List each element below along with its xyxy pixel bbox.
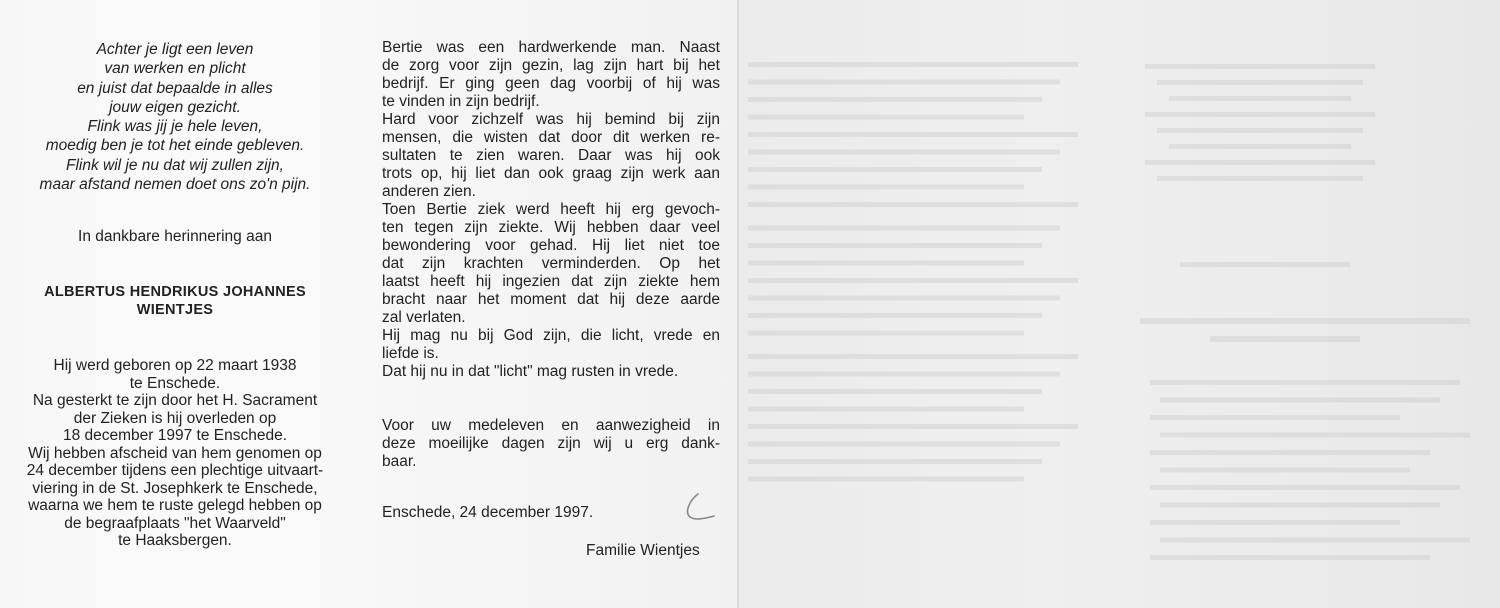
- poem-line: jouw eigen gezicht.: [109, 98, 241, 116]
- biography-line: 24 december tijdens een plechtige uitvaart-: [26, 462, 324, 479]
- show-through-bar: [748, 243, 1042, 248]
- show-through-bar: [748, 80, 1060, 85]
- thanks-line: deze moeilijke dagen zijn wij u erg dank-: [382, 435, 720, 452]
- show-through-bar: [748, 477, 1024, 482]
- show-through-bar: [1150, 485, 1460, 490]
- show-through-bar: [748, 424, 1078, 429]
- show-through-bar: [748, 407, 1024, 412]
- poem-line: maar afstand nemen doet ons zo'n pijn.: [39, 176, 311, 194]
- memorial-text: [382, 39, 720, 471]
- show-through-bar: [1157, 80, 1363, 85]
- show-through-bar: [748, 389, 1042, 394]
- poem-line: van werken en plicht: [104, 60, 246, 78]
- biography-line: Wij hebben afscheid van hem genomen op: [28, 444, 322, 462]
- show-through-bar: [748, 296, 1060, 301]
- show-through-bar: [748, 331, 1024, 336]
- biography-line: viering in de St. Josephkerk te Enschede,: [32, 479, 318, 497]
- thanks-line: baar.: [382, 453, 417, 470]
- memorial-line: sultaten te zien waren. Daar was hij ook: [382, 147, 720, 164]
- memorial-line: ten tegen zijn ziekte. Wij hebben daar veel: [382, 219, 720, 236]
- show-through-bar: [1150, 520, 1400, 525]
- show-through-bar: [748, 97, 1042, 102]
- show-through-bar: [1160, 398, 1440, 403]
- memorial-line: dat zijn krachten verminderden. Op het: [382, 255, 720, 272]
- memorial-line: zal verlaten.: [382, 309, 466, 326]
- deceased-name: [10, 283, 340, 319]
- show-through-bar: [1180, 262, 1350, 267]
- show-through-bar: [1157, 176, 1363, 181]
- pen-mark-icon: [676, 490, 718, 524]
- show-through-bar: [748, 62, 1078, 67]
- show-through-bar: [748, 459, 1042, 464]
- show-through-bar: [1150, 450, 1430, 455]
- memorial-line: mensen, die wisten dat door dit werken re-: [382, 129, 720, 146]
- show-through-bar: [1160, 538, 1470, 543]
- show-through-bar: [1150, 380, 1460, 385]
- show-through-bar: [748, 442, 1060, 447]
- show-through-bar: [1160, 503, 1440, 508]
- show-through-bar: [748, 202, 1078, 207]
- show-through-bar: [748, 278, 1078, 283]
- biography-line: 18 december 1997 te Enschede.: [62, 427, 288, 444]
- show-through-bar: [1210, 336, 1360, 342]
- memorial-line: liefde is.: [382, 345, 439, 362]
- memorial-line: bedrijf. Er ging geen dag voorbij of hij was: [382, 75, 720, 92]
- show-through-bar: [1169, 144, 1351, 149]
- show-through-bar: [748, 132, 1078, 137]
- poem: [10, 40, 340, 194]
- show-through-bar: [748, 354, 1078, 359]
- poem-line: Achter je ligt een leven: [96, 41, 254, 58]
- show-through-bar: [748, 185, 1024, 190]
- biography-line: de begraafplaats "het Waarveld": [64, 514, 286, 532]
- show-through-bar: [1140, 318, 1470, 324]
- thanks-line: Voor uw medeleven en aanwezigheid in: [382, 417, 720, 434]
- memorial-line: de zorg voor zijn gezin, lag zijn hart bij het: [382, 57, 720, 74]
- show-through-bar: [1160, 468, 1410, 473]
- dedication: In dankbare herinnering aan: [78, 228, 272, 245]
- biography-line: te Enschede.: [129, 374, 221, 392]
- show-through-bar: [748, 313, 1042, 318]
- show-through-bar: [1160, 433, 1470, 438]
- show-through-bar: [748, 372, 1060, 377]
- memorial-line: Toen Bertie ziek werd heeft hij erg gevoch-: [382, 201, 720, 218]
- memorial-line: anderen zien.: [382, 183, 476, 200]
- show-through-bar: [1169, 96, 1351, 101]
- show-through-bar: [748, 226, 1060, 231]
- show-through-bar: [1145, 112, 1375, 117]
- memorial-line: bewondering voor gehad. Hij liet niet toe: [382, 237, 720, 254]
- memorial-line: Dat hij nu in dat "licht" mag rusten in vrede.: [382, 363, 679, 380]
- poem-line: moedig ben je tot het einde gebleven.: [45, 137, 305, 155]
- show-through-bar: [1145, 64, 1375, 69]
- memorial-line: Bertie was een hardwerkende man. Naast: [382, 39, 720, 56]
- memorial-line: te vinden in zijn bedrijf.: [382, 93, 540, 110]
- paragraph-gap: [382, 381, 720, 417]
- memorial-line: bracht naar het moment dat hij deze aarde: [382, 291, 720, 308]
- memorial-line: Hij mag nu bij God zijn, die licht, vrede en: [382, 327, 720, 344]
- memorial-line: laatst heeft hij ingezien dat zijn ziekte hem: [382, 273, 720, 290]
- memorial-line: Hard voor zichzelf was hij bemind bij zijn: [382, 111, 720, 128]
- poem-line: Flink wil je nu dat wij zullen zijn,: [66, 156, 284, 174]
- biography-line: Hij werd geboren op 22 maart 1938: [53, 357, 297, 374]
- biography-line: der Zieken is hij overleden op: [73, 409, 277, 427]
- show-through-bar: [748, 150, 1060, 155]
- place-date: Enschede, 24 december 1997.: [382, 504, 594, 521]
- card-fold: [737, 0, 739, 608]
- memorial-line: trots op, hij liet dan ook graag zijn werk aan: [382, 165, 720, 182]
- biography-line: Na gesterkt te zijn door het H. Sacrament: [32, 392, 318, 409]
- show-through-bar: [748, 115, 1024, 120]
- show-through-bar: [748, 167, 1042, 172]
- family-signature: Familie Wientjes: [586, 542, 700, 559]
- poem-line: en juist dat bepaalde in alles: [77, 79, 273, 97]
- biography: [5, 357, 345, 550]
- show-through-bar: [1150, 555, 1430, 560]
- poem-line: Flink was jij je hele leven,: [87, 118, 263, 136]
- show-through-bar: [748, 261, 1024, 266]
- biography-line: te Haaksbergen.: [118, 532, 232, 549]
- show-through-texture: [740, 0, 1500, 608]
- show-through-bar: [1150, 415, 1400, 420]
- deceased-name-line: ALBERTUS HENDRIKUS JOHANNES: [44, 284, 306, 300]
- biography-line: waarna we hem te ruste gelegd hebben op: [28, 497, 322, 514]
- show-through-bar: [1157, 128, 1363, 133]
- deceased-name-line: WIENTJES: [136, 302, 214, 318]
- show-through-bar: [1145, 160, 1375, 165]
